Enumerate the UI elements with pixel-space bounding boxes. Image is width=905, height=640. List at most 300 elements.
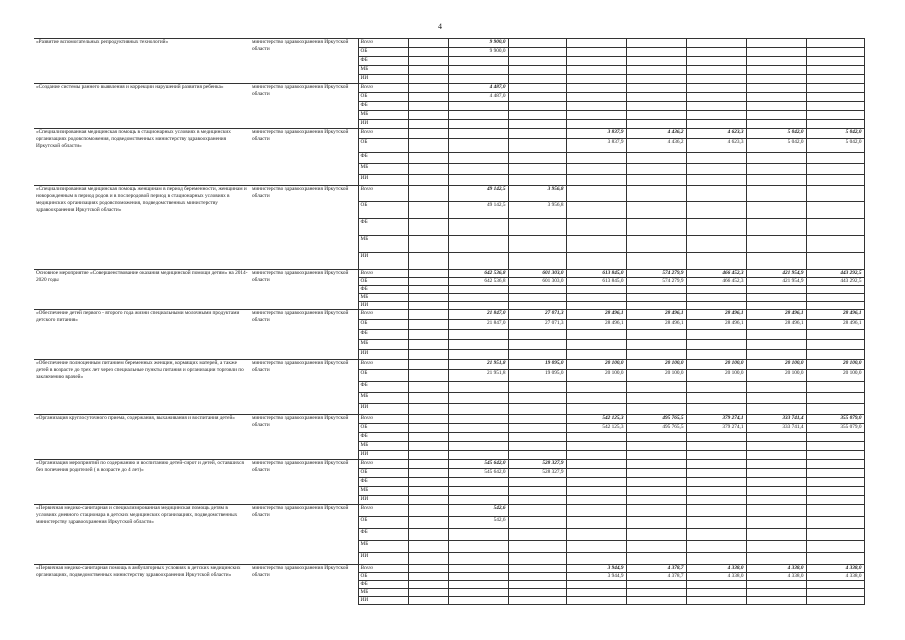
amount-cell: 4 338,0 <box>806 573 864 581</box>
amount-cell <box>448 487 508 496</box>
amount-cell <box>746 102 806 111</box>
amount-cell <box>508 442 566 451</box>
amount-cell <box>626 581 686 589</box>
amount-cell <box>408 111 448 120</box>
amount-cell <box>508 302 566 310</box>
amount-cell <box>686 442 746 451</box>
amount-cell <box>686 75 746 84</box>
executor: министерство здравоохранения Иркутской области <box>250 505 358 565</box>
amount-cell: 333 741,4 <box>746 424 806 433</box>
amount-cell <box>508 129 566 139</box>
amount-cell: 27 071,3 <box>508 310 566 320</box>
amount-cell <box>508 433 566 442</box>
amount-cell <box>626 496 686 505</box>
measure-description: «Обеспечение детей первого - второго года жизни специальными молочными продуктами детского питания» <box>34 310 250 360</box>
amount-cell: 642 536,8 <box>448 278 508 286</box>
amount-cell <box>448 553 508 565</box>
funding-source: МБ <box>358 589 408 597</box>
amount-cell <box>566 202 626 219</box>
amount-cell <box>806 330 864 340</box>
measure-description: «Развитие вспомогательных репродуктивных технологий» <box>34 39 250 84</box>
amount-cell <box>408 478 448 487</box>
funding-source: МБ <box>358 393 408 404</box>
table-row <box>34 39 864 48</box>
amount-cell: 28 496,1 <box>566 320 626 330</box>
amount-cell: 28 496,1 <box>566 310 626 320</box>
amount-cell <box>508 75 566 84</box>
amount-cell <box>566 102 626 111</box>
amount-cell: 5 042,0 <box>806 139 864 153</box>
amount-cell <box>408 57 448 66</box>
amount-cell <box>686 84 746 93</box>
amount-cell <box>508 415 566 424</box>
amount-cell <box>508 529 566 541</box>
amount-cell: 542 125,3 <box>566 424 626 433</box>
amount-cell <box>806 350 864 360</box>
amount-cell <box>408 553 448 565</box>
amount-cell: 379 274,1 <box>686 424 746 433</box>
amount-cell <box>448 57 508 66</box>
table-row <box>34 505 864 517</box>
amount-cell <box>806 153 864 164</box>
amount-cell: 4 487,0 <box>448 84 508 93</box>
amount-cell <box>566 529 626 541</box>
amount-cell <box>806 48 864 57</box>
amount-cell <box>448 236 508 253</box>
amount-cell <box>626 294 686 302</box>
amount-cell: 466 452,3 <box>686 278 746 286</box>
table-row <box>34 84 864 93</box>
amount-cell: 3 956,8 <box>508 202 566 219</box>
amount-cell <box>508 48 566 57</box>
amount-cell: 4 436,2 <box>626 139 686 153</box>
funding-source: ИИ <box>358 553 408 565</box>
amount-cell <box>746 302 806 310</box>
amount-cell: 528 327,9 <box>508 460 566 469</box>
amount-cell <box>746 164 806 175</box>
amount-cell <box>566 153 626 164</box>
amount-cell <box>566 286 626 294</box>
amount-cell <box>626 48 686 57</box>
amount-cell <box>566 553 626 565</box>
funding-source: ФБ <box>358 478 408 487</box>
amount-cell <box>508 350 566 360</box>
amount-cell <box>408 66 448 75</box>
amount-cell <box>408 129 448 139</box>
funding-source: Всего <box>358 270 408 278</box>
amount-cell <box>566 111 626 120</box>
amount-cell <box>686 39 746 48</box>
amount-cell <box>566 164 626 175</box>
amount-cell <box>806 39 864 48</box>
amount-cell <box>408 253 448 270</box>
amount-cell <box>686 505 746 517</box>
funding-source: ОБ <box>358 469 408 478</box>
amount-cell: 4 487,0 <box>448 93 508 102</box>
amount-cell: 28 496,1 <box>746 320 806 330</box>
amount-cell <box>408 505 448 517</box>
amount-cell <box>408 186 448 202</box>
funding-source: ФБ <box>358 153 408 164</box>
funding-source: ОБ <box>358 139 408 153</box>
amount-cell <box>746 541 806 553</box>
funding-source: МБ <box>358 66 408 75</box>
funding-source: ИИ <box>358 404 408 415</box>
amount-cell <box>448 253 508 270</box>
amount-cell <box>508 581 566 589</box>
amount-cell <box>746 84 806 93</box>
amount-cell: 20 100,0 <box>806 370 864 382</box>
amount-cell <box>686 153 746 164</box>
amount-cell <box>508 294 566 302</box>
amount-cell <box>626 57 686 66</box>
amount-cell <box>626 75 686 84</box>
amount-cell: 19 095,0 <box>508 370 566 382</box>
amount-cell <box>806 253 864 270</box>
funding-source: Всего <box>358 565 408 573</box>
amount-cell: 3 837,9 <box>566 139 626 153</box>
executor: министерство здравоохранения Иркутской области <box>250 84 358 129</box>
amount-cell <box>566 541 626 553</box>
amount-cell: 21 951,8 <box>448 370 508 382</box>
amount-cell <box>746 294 806 302</box>
amount-cell <box>408 581 448 589</box>
amount-cell <box>746 393 806 404</box>
amount-cell <box>408 597 448 605</box>
amount-cell <box>408 320 448 330</box>
executor: министерство здравоохранения Иркутской области <box>250 129 358 186</box>
amount-cell <box>566 478 626 487</box>
amount-cell <box>448 286 508 294</box>
amount-cell <box>448 164 508 175</box>
measure-description: «Первичная медико-санитарная помощь в амбулаторных условиях в детских медицинских организациях, подведомственных министерству здравоохранения Иркутской области» <box>34 565 250 605</box>
amount-cell <box>806 75 864 84</box>
amount-cell: 28 496,1 <box>626 320 686 330</box>
amount-cell: 20 100,0 <box>686 360 746 370</box>
amount-cell <box>746 451 806 460</box>
funding-source: ФБ <box>358 433 408 442</box>
amount-cell <box>566 597 626 605</box>
amount-cell <box>566 93 626 102</box>
amount-cell: 5 042,0 <box>746 139 806 153</box>
amount-cell <box>746 382 806 393</box>
amount-cell <box>686 478 746 487</box>
amount-cell <box>508 541 566 553</box>
amount-cell <box>626 93 686 102</box>
amount-cell <box>566 517 626 529</box>
amount-cell: 601 303,0 <box>508 270 566 278</box>
amount-cell <box>686 102 746 111</box>
amount-cell <box>686 487 746 496</box>
amount-cell <box>746 175 806 186</box>
amount-cell <box>626 66 686 75</box>
table-row <box>34 270 864 278</box>
amount-cell <box>566 84 626 93</box>
amount-cell <box>448 350 508 360</box>
amount-cell <box>508 93 566 102</box>
funding-source: ОБ <box>358 517 408 529</box>
amount-cell <box>806 581 864 589</box>
amount-cell <box>626 589 686 597</box>
amount-cell <box>566 340 626 350</box>
amount-cell <box>408 153 448 164</box>
amount-cell <box>566 330 626 340</box>
amount-cell <box>448 581 508 589</box>
amount-cell <box>408 75 448 84</box>
amount-cell <box>508 597 566 605</box>
amount-cell <box>686 541 746 553</box>
amount-cell <box>806 294 864 302</box>
amount-cell: 542,6 <box>448 517 508 529</box>
amount-cell: 28 496,1 <box>746 310 806 320</box>
executor: министерство здравоохранения Иркутской области <box>250 270 358 310</box>
amount-cell <box>806 202 864 219</box>
amount-cell <box>448 219 508 236</box>
amount-cell <box>626 84 686 93</box>
amount-cell <box>746 48 806 57</box>
amount-cell <box>746 75 806 84</box>
amount-cell: 9 900,0 <box>448 39 508 48</box>
amount-cell <box>626 186 686 202</box>
amount-cell <box>746 478 806 487</box>
amount-cell <box>746 581 806 589</box>
amount-cell <box>806 478 864 487</box>
amount-cell <box>746 350 806 360</box>
funding-source: ИИ <box>358 496 408 505</box>
amount-cell: 421 954,9 <box>746 278 806 286</box>
amount-cell <box>566 253 626 270</box>
amount-cell <box>408 565 448 573</box>
table-row <box>34 186 864 202</box>
amount-cell <box>508 175 566 186</box>
amount-cell <box>508 219 566 236</box>
amount-cell <box>408 286 448 294</box>
amount-cell <box>626 302 686 310</box>
table-row <box>34 565 864 573</box>
amount-cell: 601 303,0 <box>508 278 566 286</box>
amount-cell <box>408 330 448 340</box>
amount-cell <box>626 442 686 451</box>
amount-cell <box>686 469 746 478</box>
amount-cell <box>806 517 864 529</box>
funding-source: Всего <box>358 360 408 370</box>
amount-cell: 4 338,0 <box>746 573 806 581</box>
amount-cell <box>408 541 448 553</box>
amount-cell <box>626 597 686 605</box>
amount-cell <box>806 451 864 460</box>
amount-cell: 4 623,3 <box>686 139 746 153</box>
funding-source: Всего <box>358 505 408 517</box>
amount-cell <box>626 219 686 236</box>
amount-cell: 4 338,0 <box>806 565 864 573</box>
funding-source: ИИ <box>358 451 408 460</box>
funding-source: Всего <box>358 460 408 469</box>
amount-cell <box>806 286 864 294</box>
amount-cell <box>566 442 626 451</box>
amount-cell: 443 292,5 <box>806 278 864 286</box>
amount-cell <box>806 487 864 496</box>
amount-cell <box>508 253 566 270</box>
amount-cell <box>626 393 686 404</box>
amount-cell <box>626 120 686 129</box>
amount-cell <box>806 302 864 310</box>
amount-cell: 19 095,0 <box>508 360 566 370</box>
amount-cell <box>448 302 508 310</box>
amount-cell <box>508 487 566 496</box>
measure-description: «Специализированная медицинская помощь женщинам в период беременности, женщинам и новорожденным в период родов и в послеродовой период в стационарных условиях в медицинских организациях родовспоможения, подведомственных министерству здравоохранения Иркутской области» <box>34 186 250 270</box>
amount-cell <box>508 505 566 517</box>
amount-cell <box>806 529 864 541</box>
amount-cell: 495 765,5 <box>626 415 686 424</box>
amount-cell <box>686 553 746 565</box>
funding-source: МБ <box>358 541 408 553</box>
amount-cell <box>686 529 746 541</box>
amount-cell: 421 954,9 <box>746 270 806 278</box>
executor: министерство здравоохранения Иркутской области <box>250 565 358 605</box>
amount-cell <box>806 505 864 517</box>
amount-cell <box>746 219 806 236</box>
amount-cell <box>408 360 448 370</box>
amount-cell: 49 142,5 <box>448 202 508 219</box>
funding-source: ФБ <box>358 529 408 541</box>
amount-cell <box>626 340 686 350</box>
amount-cell <box>626 451 686 460</box>
amount-cell <box>408 451 448 460</box>
amount-cell: 49 142,5 <box>448 186 508 202</box>
amount-cell: 466 452,3 <box>686 270 746 278</box>
funding-source: ОБ <box>358 573 408 581</box>
amount-cell <box>408 310 448 320</box>
amount-cell <box>626 111 686 120</box>
amount-cell: 21 847,0 <box>448 310 508 320</box>
amount-cell: 613 845,0 <box>566 278 626 286</box>
amount-cell <box>626 286 686 294</box>
amount-cell: 3 944,9 <box>566 565 626 573</box>
amount-cell <box>448 589 508 597</box>
table-row <box>34 415 864 424</box>
amount-cell <box>508 404 566 415</box>
amount-cell <box>408 175 448 186</box>
amount-cell <box>508 164 566 175</box>
funding-source: ФБ <box>358 102 408 111</box>
amount-cell <box>626 469 686 478</box>
amount-cell <box>508 102 566 111</box>
amount-cell <box>408 469 448 478</box>
amount-cell <box>686 517 746 529</box>
funding-source: МБ <box>358 487 408 496</box>
amount-cell <box>566 487 626 496</box>
amount-cell <box>448 529 508 541</box>
amount-cell: 355 079,0 <box>806 424 864 433</box>
funding-source: ФБ <box>358 286 408 294</box>
amount-cell <box>408 382 448 393</box>
amount-cell <box>448 340 508 350</box>
amount-cell: 542,6 <box>448 505 508 517</box>
amount-cell: 574 279,9 <box>626 278 686 286</box>
amount-cell <box>566 460 626 469</box>
amount-cell <box>408 39 448 48</box>
amount-cell: 20 100,0 <box>626 370 686 382</box>
amount-cell <box>686 404 746 415</box>
amount-cell <box>626 505 686 517</box>
funding-source: ИИ <box>358 253 408 270</box>
amount-cell: 528 327,9 <box>508 469 566 478</box>
amount-cell <box>508 478 566 487</box>
funding-source: МБ <box>358 340 408 350</box>
amount-cell <box>408 370 448 382</box>
amount-cell <box>686 286 746 294</box>
amount-cell <box>626 330 686 340</box>
amount-cell <box>448 139 508 153</box>
amount-cell <box>448 120 508 129</box>
amount-cell <box>626 404 686 415</box>
amount-cell: 28 496,1 <box>686 320 746 330</box>
amount-cell <box>566 404 626 415</box>
amount-cell <box>508 424 566 433</box>
amount-cell: 5 042,0 <box>746 129 806 139</box>
funding-source: Всего <box>358 415 408 424</box>
amount-cell <box>408 393 448 404</box>
amount-cell <box>626 164 686 175</box>
amount-cell <box>408 84 448 93</box>
amount-cell: 4 623,3 <box>686 129 746 139</box>
amount-cell <box>408 278 448 286</box>
amount-cell <box>448 565 508 573</box>
amount-cell <box>806 236 864 253</box>
amount-cell: 21 847,0 <box>448 320 508 330</box>
amount-cell: 28 496,1 <box>806 310 864 320</box>
amount-cell <box>686 496 746 505</box>
amount-cell: 20 100,0 <box>746 370 806 382</box>
amount-cell <box>746 433 806 442</box>
amount-cell <box>806 469 864 478</box>
amount-cell <box>746 517 806 529</box>
funding-source: ОБ <box>358 202 408 219</box>
amount-cell <box>566 451 626 460</box>
amount-cell <box>746 39 806 48</box>
amount-cell <box>746 442 806 451</box>
amount-cell <box>408 487 448 496</box>
amount-cell: 28 496,1 <box>626 310 686 320</box>
amount-cell <box>806 553 864 565</box>
table-row <box>34 460 864 469</box>
amount-cell <box>408 202 448 219</box>
amount-cell: 20 100,0 <box>746 360 806 370</box>
amount-cell <box>806 57 864 66</box>
funding-source: ФБ <box>358 581 408 589</box>
amount-cell <box>566 589 626 597</box>
amount-cell <box>746 286 806 294</box>
executor: министерство здравоохранения Иркутской области <box>250 186 358 270</box>
amount-cell: 379 274,1 <box>686 415 746 424</box>
amount-cell <box>566 219 626 236</box>
amount-cell <box>746 340 806 350</box>
measure-description: «Специализированная медицинская помощь в стационарных условиях в медицинских организациях родовспоможения, подведомственных министерству здравоохранения Иркутской области» <box>34 129 250 186</box>
amount-cell <box>408 93 448 102</box>
amount-cell <box>626 553 686 565</box>
amount-cell <box>686 93 746 102</box>
amount-cell <box>408 460 448 469</box>
amount-cell: 28 496,1 <box>806 320 864 330</box>
amount-cell: 20 100,0 <box>566 370 626 382</box>
amount-cell <box>686 350 746 360</box>
amount-cell <box>566 505 626 517</box>
amount-cell <box>746 120 806 129</box>
amount-cell <box>448 478 508 487</box>
amount-cell <box>686 253 746 270</box>
amount-cell: 545 642,0 <box>448 460 508 469</box>
amount-cell <box>408 48 448 57</box>
